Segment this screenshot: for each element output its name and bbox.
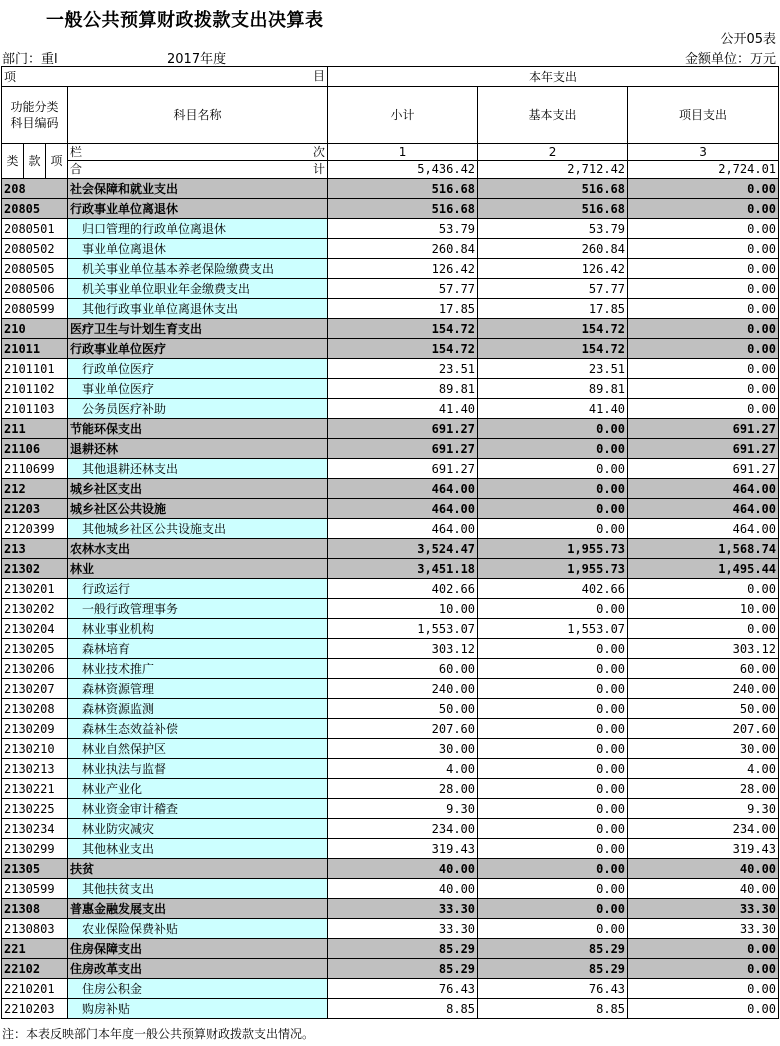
row-basic: 0.00 xyxy=(478,799,628,819)
header-subtotal: 小计 xyxy=(328,87,478,144)
row-code: 2130208 xyxy=(2,699,68,719)
row-basic: 516.68 xyxy=(478,199,628,219)
footnote: 注：本表反映部门本年度一般公共预算财政拨款支出情况。 xyxy=(2,1027,315,1041)
header-basic: 基本支出 xyxy=(478,87,628,144)
table-row xyxy=(2,499,779,519)
row-subtotal: 40.00 xyxy=(328,879,478,899)
row-name: 一般行政管理事务 xyxy=(68,599,328,619)
row-name: 事业单位医疗 xyxy=(68,379,328,399)
row-project: 234.00 xyxy=(628,819,779,839)
row-project: 0.00 xyxy=(628,359,779,379)
row-code: 2101102 xyxy=(2,379,68,399)
row-subtotal: 1,553.07 xyxy=(328,619,478,639)
row-name: 其他退耕还林支出 xyxy=(68,459,328,479)
row-subtotal: 60.00 xyxy=(328,659,478,679)
row-project: 464.00 xyxy=(628,479,779,499)
table-row xyxy=(2,939,779,959)
row-code: 2130204 xyxy=(2,619,68,639)
row-code: 208 xyxy=(2,179,68,199)
row-subtotal: 89.81 xyxy=(328,379,478,399)
row-name: 退耕还林 xyxy=(68,439,328,459)
row-code: 21302 xyxy=(2,559,68,579)
row-basic: 1,955.73 xyxy=(478,559,628,579)
row-name: 其他林业支出 xyxy=(68,839,328,859)
table-row xyxy=(2,899,779,919)
row-subtotal: 464.00 xyxy=(328,479,478,499)
row-basic: 0.00 xyxy=(478,819,628,839)
row-code: 210 xyxy=(2,319,68,339)
header-lei: 类 xyxy=(2,144,24,179)
header-code-label: 功能分类 科目编码 xyxy=(2,87,68,144)
row-name: 农林水支出 xyxy=(68,539,328,559)
row-name: 林业 xyxy=(68,559,328,579)
total-basic: 2,712.42 xyxy=(478,161,628,179)
row-subtotal: 319.43 xyxy=(328,839,478,859)
row-subtotal: 154.72 xyxy=(328,339,478,359)
row-name: 购房补贴 xyxy=(68,999,328,1019)
header-current-year: 本年支出 xyxy=(328,67,779,87)
row-code: 2130299 xyxy=(2,839,68,859)
row-subtotal: 3,524.47 xyxy=(328,539,478,559)
row-subtotal: 260.84 xyxy=(328,239,478,259)
table-row xyxy=(2,659,779,679)
row-basic: 0.00 xyxy=(478,459,628,479)
row-code: 212 xyxy=(2,479,68,499)
row-name: 机关事业单位基本养老保险缴费支出 xyxy=(68,259,328,279)
row-name: 其他城乡社区公共设施支出 xyxy=(68,519,328,539)
row-name: 行政单位医疗 xyxy=(68,359,328,379)
row-project: 4.00 xyxy=(628,759,779,779)
row-subtotal: 33.30 xyxy=(328,899,478,919)
department-label: 部门：重l xyxy=(2,52,58,67)
row-basic: 0.00 xyxy=(478,919,628,939)
table-row xyxy=(2,339,779,359)
row-basic: 23.51 xyxy=(478,359,628,379)
row-subtotal: 234.00 xyxy=(328,819,478,839)
row-project: 303.12 xyxy=(628,639,779,659)
row-code: 2101101 xyxy=(2,359,68,379)
row-basic: 154.72 xyxy=(478,339,628,359)
table-row xyxy=(2,419,779,439)
table-row xyxy=(2,259,779,279)
row-code: 2110699 xyxy=(2,459,68,479)
row-name: 林业执法与监督 xyxy=(68,759,328,779)
row-code: 2080505 xyxy=(2,259,68,279)
row-code: 2130207 xyxy=(2,679,68,699)
row-project: 28.00 xyxy=(628,779,779,799)
row-project: 0.00 xyxy=(628,379,779,399)
row-code: 2080501 xyxy=(2,219,68,239)
row-subtotal: 10.00 xyxy=(328,599,478,619)
row-basic: 0.00 xyxy=(478,499,628,519)
table-row xyxy=(2,959,779,979)
row-project: 464.00 xyxy=(628,519,779,539)
row-code: 2130225 xyxy=(2,799,68,819)
row-subtotal: 691.27 xyxy=(328,439,478,459)
table-row xyxy=(2,239,779,259)
table-row xyxy=(2,479,779,499)
row-name: 行政事业单位离退休 xyxy=(68,199,328,219)
row-name: 节能环保支出 xyxy=(68,419,328,439)
row-project: 40.00 xyxy=(628,859,779,879)
total-row xyxy=(2,161,779,179)
row-code: 20805 xyxy=(2,199,68,219)
row-basic: 402.66 xyxy=(478,579,628,599)
row-subtotal: 41.40 xyxy=(328,399,478,419)
row-project: 0.00 xyxy=(628,999,779,1019)
table-row xyxy=(2,859,779,879)
row-basic: 85.29 xyxy=(478,939,628,959)
table-row xyxy=(2,799,779,819)
row-basic: 53.79 xyxy=(478,219,628,239)
row-basic: 76.43 xyxy=(478,979,628,999)
row-name: 公务员医疗补助 xyxy=(68,399,328,419)
row-code: 2130209 xyxy=(2,719,68,739)
row-basic: 0.00 xyxy=(478,599,628,619)
row-name: 行政事业单位医疗 xyxy=(68,339,328,359)
row-subtotal: 240.00 xyxy=(328,679,478,699)
row-project: 33.30 xyxy=(628,899,779,919)
row-code: 21203 xyxy=(2,499,68,519)
row-subtotal: 9.30 xyxy=(328,799,478,819)
table-row xyxy=(2,679,779,699)
row-basic: 41.40 xyxy=(478,399,628,419)
row-basic: 8.85 xyxy=(478,999,628,1019)
row-name: 城乡社区公共设施 xyxy=(68,499,328,519)
row-basic: 85.29 xyxy=(478,959,628,979)
row-name: 森林培育 xyxy=(68,639,328,659)
row-project: 0.00 xyxy=(628,259,779,279)
row-project: 0.00 xyxy=(628,619,779,639)
table-row xyxy=(2,219,779,239)
table-row xyxy=(2,399,779,419)
row-project: 0.00 xyxy=(628,199,779,219)
row-project: 464.00 xyxy=(628,499,779,519)
row-subtotal: 53.79 xyxy=(328,219,478,239)
row-basic: 0.00 xyxy=(478,719,628,739)
row-basic: 126.42 xyxy=(478,259,628,279)
row-name: 城乡社区支出 xyxy=(68,479,328,499)
department-line xyxy=(2,48,778,66)
row-name: 扶贫 xyxy=(68,859,328,879)
row-code: 21011 xyxy=(2,339,68,359)
row-code: 22102 xyxy=(2,959,68,979)
row-basic: 0.00 xyxy=(478,779,628,799)
row-basic: 0.00 xyxy=(478,659,628,679)
amount-unit: 金额单位：万元 xyxy=(684,52,776,67)
total-he: 合 xyxy=(70,162,83,176)
header-kuan: 款 xyxy=(24,144,46,179)
row-subtotal: 8.85 xyxy=(328,999,478,1019)
table-row xyxy=(2,179,779,199)
row-name: 林业技术推广 xyxy=(68,659,328,679)
row-name: 林业产业化 xyxy=(68,779,328,799)
row-subtotal: 57.77 xyxy=(328,279,478,299)
row-code: 2130803 xyxy=(2,919,68,939)
row-code: 221 xyxy=(2,939,68,959)
header-mu: 目 xyxy=(313,69,326,83)
row-subtotal: 691.27 xyxy=(328,459,478,479)
row-basic: 154.72 xyxy=(478,319,628,339)
row-subtotal: 85.29 xyxy=(328,959,478,979)
row-name: 机关事业单位职业年金缴费支出 xyxy=(68,279,328,299)
header-col3: 3 xyxy=(628,144,779,161)
header-col2: 2 xyxy=(478,144,628,161)
row-basic: 57.77 xyxy=(478,279,628,299)
row-code: 21106 xyxy=(2,439,68,459)
row-code: 2080502 xyxy=(2,239,68,259)
row-code: 2130205 xyxy=(2,639,68,659)
table-row xyxy=(2,299,779,319)
header-xiang2: 项 xyxy=(46,144,68,179)
row-project: 691.27 xyxy=(628,419,779,439)
table-row xyxy=(2,779,779,799)
row-name: 普惠金融发展支出 xyxy=(68,899,328,919)
row-subtotal: 3,451.18 xyxy=(328,559,478,579)
header-row-3 xyxy=(2,144,779,161)
row-project: 1,495.44 xyxy=(628,559,779,579)
report-title: 一般公共预算财政拨款支出决算表 xyxy=(46,10,324,31)
row-subtotal: 17.85 xyxy=(328,299,478,319)
row-code: 2130206 xyxy=(2,659,68,679)
row-name: 其他行政事业单位离退休支出 xyxy=(68,299,328,319)
table-row xyxy=(2,719,779,739)
table-row xyxy=(2,439,779,459)
row-name: 住房改革支出 xyxy=(68,959,328,979)
row-code: 211 xyxy=(2,419,68,439)
row-name: 林业自然保护区 xyxy=(68,739,328,759)
row-name: 农业保险保费补贴 xyxy=(68,919,328,939)
row-name: 其他扶贫支出 xyxy=(68,879,328,899)
row-project: 0.00 xyxy=(628,279,779,299)
row-project: 0.00 xyxy=(628,979,779,999)
row-subtotal: 76.43 xyxy=(328,979,478,999)
row-code: 2130234 xyxy=(2,819,68,839)
row-basic: 0.00 xyxy=(478,879,628,899)
row-subtotal: 464.00 xyxy=(328,499,478,519)
row-name: 事业单位离退休 xyxy=(68,239,328,259)
table-row xyxy=(2,359,779,379)
row-basic: 260.84 xyxy=(478,239,628,259)
table-row xyxy=(2,979,779,999)
row-code: 21308 xyxy=(2,899,68,919)
row-project: 50.00 xyxy=(628,699,779,719)
table-row xyxy=(2,319,779,339)
table-row xyxy=(2,279,779,299)
row-subtotal: 207.60 xyxy=(328,719,478,739)
row-project: 207.60 xyxy=(628,719,779,739)
row-name: 医疗卫生与计划生育支出 xyxy=(68,319,328,339)
row-basic: 1,553.07 xyxy=(478,619,628,639)
expenditure-table xyxy=(1,66,779,1019)
row-name: 林业防灾减灾 xyxy=(68,819,328,839)
header-row-2 xyxy=(2,87,779,144)
row-subtotal: 23.51 xyxy=(328,359,478,379)
row-name: 森林资源管理 xyxy=(68,679,328,699)
table-row xyxy=(2,839,779,859)
row-subtotal: 516.68 xyxy=(328,179,478,199)
header-ci: 次 xyxy=(313,145,326,159)
row-code: 2120399 xyxy=(2,519,68,539)
header-lan-ci xyxy=(68,144,328,161)
row-code: 2080506 xyxy=(2,279,68,299)
row-subtotal: 691.27 xyxy=(328,419,478,439)
row-subtotal: 464.00 xyxy=(328,519,478,539)
row-basic: 1,955.73 xyxy=(478,539,628,559)
row-project: 40.00 xyxy=(628,879,779,899)
row-project: 0.00 xyxy=(628,579,779,599)
row-basic: 0.00 xyxy=(478,679,628,699)
row-code: 2130599 xyxy=(2,879,68,899)
row-code: 2130201 xyxy=(2,579,68,599)
table-row xyxy=(2,459,779,479)
table-row xyxy=(2,699,779,719)
total-project: 2,724.01 xyxy=(628,161,779,179)
row-basic: 89.81 xyxy=(478,379,628,399)
table-row xyxy=(2,599,779,619)
row-basic: 0.00 xyxy=(478,439,628,459)
row-name: 林业资金审计稽查 xyxy=(68,799,328,819)
row-basic: 0.00 xyxy=(478,839,628,859)
row-project: 9.30 xyxy=(628,799,779,819)
row-subtotal: 516.68 xyxy=(328,199,478,219)
row-project: 0.00 xyxy=(628,959,779,979)
row-basic: 0.00 xyxy=(478,899,628,919)
table-row xyxy=(2,999,779,1019)
row-project: 0.00 xyxy=(628,179,779,199)
header-col1: 1 xyxy=(328,144,478,161)
row-basic: 0.00 xyxy=(478,699,628,719)
table-row xyxy=(2,759,779,779)
row-code: 2130202 xyxy=(2,599,68,619)
row-subtotal: 126.42 xyxy=(328,259,478,279)
row-project: 1,568.74 xyxy=(628,539,779,559)
row-subtotal: 402.66 xyxy=(328,579,478,599)
row-basic: 0.00 xyxy=(478,859,628,879)
row-project: 0.00 xyxy=(628,219,779,239)
row-code: 213 xyxy=(2,539,68,559)
total-label xyxy=(68,161,328,179)
row-subtotal: 85.29 xyxy=(328,939,478,959)
row-basic: 0.00 xyxy=(478,519,628,539)
row-subtotal: 4.00 xyxy=(328,759,478,779)
row-code: 2130221 xyxy=(2,779,68,799)
row-basic: 516.68 xyxy=(478,179,628,199)
row-name: 林业事业机构 xyxy=(68,619,328,639)
table-row xyxy=(2,519,779,539)
row-code: 2101103 xyxy=(2,399,68,419)
header-lan: 栏 xyxy=(70,145,83,159)
row-code: 2210201 xyxy=(2,979,68,999)
row-project: 319.43 xyxy=(628,839,779,859)
table-row xyxy=(2,539,779,559)
row-code: 21305 xyxy=(2,859,68,879)
row-code: 2130213 xyxy=(2,759,68,779)
header-row-1 xyxy=(2,67,779,87)
row-name: 归口管理的行政单位离退休 xyxy=(68,219,328,239)
header-item-cell xyxy=(2,67,328,87)
table-row xyxy=(2,819,779,839)
row-basic: 0.00 xyxy=(478,639,628,659)
row-project: 30.00 xyxy=(628,739,779,759)
row-project: 60.00 xyxy=(628,659,779,679)
table-row xyxy=(2,379,779,399)
row-basic: 0.00 xyxy=(478,739,628,759)
row-code: 2130210 xyxy=(2,739,68,759)
row-name: 森林生态效益补偿 xyxy=(68,719,328,739)
table-row xyxy=(2,559,779,579)
row-code: 2210203 xyxy=(2,999,68,1019)
row-project: 240.00 xyxy=(628,679,779,699)
total-subtotal: 5,436.42 xyxy=(328,161,478,179)
table-code: 公开05表 xyxy=(720,32,776,47)
row-project: 0.00 xyxy=(628,319,779,339)
table-row xyxy=(2,879,779,899)
row-subtotal: 40.00 xyxy=(328,859,478,879)
row-name: 住房公积金 xyxy=(68,979,328,999)
row-subtotal: 50.00 xyxy=(328,699,478,719)
table-row xyxy=(2,619,779,639)
header-project: 项目支出 xyxy=(628,87,779,144)
row-project: 33.30 xyxy=(628,919,779,939)
row-project: 0.00 xyxy=(628,339,779,359)
row-name: 社会保障和就业支出 xyxy=(68,179,328,199)
row-basic: 17.85 xyxy=(478,299,628,319)
row-subtotal: 30.00 xyxy=(328,739,478,759)
fiscal-year: 2017年度 xyxy=(167,52,227,67)
header-name-label: 科目名称 xyxy=(68,87,328,144)
row-project: 0.00 xyxy=(628,939,779,959)
row-subtotal: 154.72 xyxy=(328,319,478,339)
row-subtotal: 303.12 xyxy=(328,639,478,659)
table-row xyxy=(2,639,779,659)
table-row xyxy=(2,579,779,599)
row-basic: 0.00 xyxy=(478,419,628,439)
row-project: 691.27 xyxy=(628,459,779,479)
row-code: 2080599 xyxy=(2,299,68,319)
table-row xyxy=(2,199,779,219)
row-project: 10.00 xyxy=(628,599,779,619)
row-subtotal: 28.00 xyxy=(328,779,478,799)
row-basic: 0.00 xyxy=(478,479,628,499)
row-project: 691.27 xyxy=(628,439,779,459)
row-subtotal: 33.30 xyxy=(328,919,478,939)
row-basic: 0.00 xyxy=(478,759,628,779)
row-project: 0.00 xyxy=(628,239,779,259)
header-xiang: 项 xyxy=(4,69,17,84)
row-project: 0.00 xyxy=(628,399,779,419)
row-project: 0.00 xyxy=(628,299,779,319)
total-ji: 计 xyxy=(313,162,326,176)
table-row xyxy=(2,919,779,939)
row-name: 住房保障支出 xyxy=(68,939,328,959)
row-name: 森林资源监测 xyxy=(68,699,328,719)
row-name: 行政运行 xyxy=(68,579,328,599)
table-row xyxy=(2,739,779,759)
